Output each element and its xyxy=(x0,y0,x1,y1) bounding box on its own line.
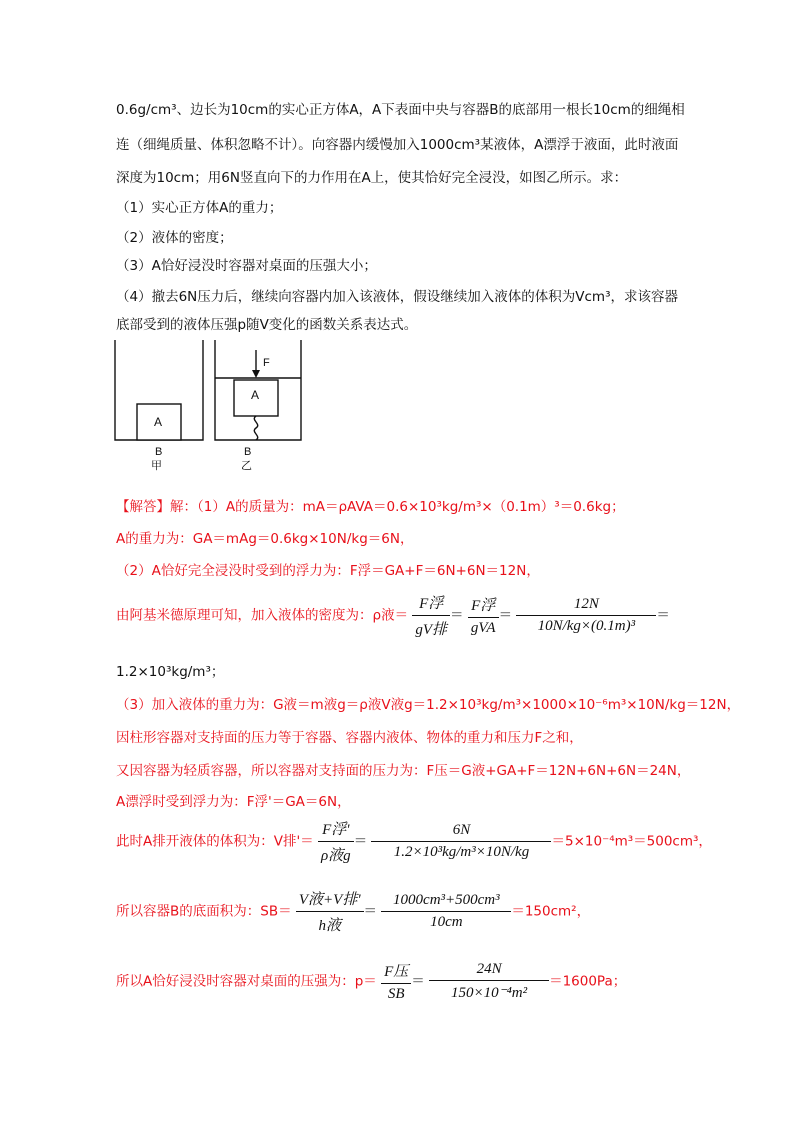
fraction-density-3: $\frac{12N}{\text{10N/kg×(0.1m)³}}$ xyxy=(516,596,656,635)
fraction-area-2: $\frac{\text{1000cm³+500cm³}}{10cm}$ xyxy=(381,892,511,931)
figure-containers xyxy=(105,336,315,476)
solution-step-4: 由阿基米德原理可知，加入液体的密度为：ρ液＝ $\frac{\text{F浮}}{\text{gV排}}$ ＝ $\frac{\text{F浮}}{\text{gVA}}$ ＝ $\frac{12N}{\text{10N/kg×(0.1m)³}}$ ＝ xyxy=(116,592,670,639)
solution-step-3: （2）A恰好完全浸没时受到的浮力为：F浮＝GA+F＝6N+6N＝12N， xyxy=(116,563,540,579)
block-a-right-label: A xyxy=(251,388,260,402)
fraction-area-1: $\frac{\text{V液+V排'}}{\text{h液}}$ xyxy=(296,888,364,935)
container-b-left-label: B xyxy=(155,446,163,458)
solution-tag: 【解答】 xyxy=(116,499,170,515)
fraction-volume-1: $\frac{\text{F浮'}}{\text{ρ液g}}$ xyxy=(318,818,354,865)
fraction-pressure-2: $\frac{24N}{\text{150×10⁻⁴m²}}$ xyxy=(429,961,549,1002)
problem-line-3: 深度为10cm；用6N竖直向下的力作用在A上，使其恰好完全浸没，如图乙所示。求： xyxy=(116,170,628,186)
solution-step-1: 【解答】解：（1）A的质量为：mA＝ρAVA＝0.6×10³kg/m³×（0.1m）³＝0.6kg； xyxy=(116,499,625,515)
block-a-left-label: A xyxy=(154,415,163,429)
solution-step-2: A的重力为：GA＝mAg＝0.6kg×10N/kg＝6N， xyxy=(116,531,414,547)
fraction-density-2: $\frac{\text{F浮}}{\text{gVA}}$ xyxy=(468,594,499,637)
solution-step-6: 因柱形容器对支持面的压力等于容器、容器内液体、物体的重力和压力F之和， xyxy=(116,730,583,746)
fraction-pressure-1: $\frac{\text{F压}}{SB}$ xyxy=(381,960,411,1003)
question-3: （3）A恰好浸没时容器对桌面的压强大小； xyxy=(116,258,377,274)
fraction-volume-2: $\frac{6N}{\text{1.2×10³kg/m³×10N/kg}}$ xyxy=(371,822,551,861)
question-1: （1）实心正方体A的重力； xyxy=(116,200,283,216)
force-label: F xyxy=(263,357,270,369)
problem-line-1: 0.6g/cm³、边长为10cm的实心正方体A，A下表面中央与容器B的底部用一根长10cm的细绳相 xyxy=(116,102,685,118)
solution-step-11: 所以A恰好浸没时容器对桌面的压强为：p＝ $\frac{\text{F压}}{SB}$ ＝ $\frac{24N}{\text{150×10⁻⁴m²}}$ ＝1600Pa； xyxy=(116,961,627,1002)
solution-step-5: （3）加入液体的重力为：G液＝m液g＝ρ液V液g＝1.2×10³kg/m³×1000×10⁻⁶m³×10N/kg＝12N， xyxy=(116,697,741,713)
solution-step-4-result: 1.2×10³kg/m³； xyxy=(116,664,225,680)
caption-jia: 甲 xyxy=(151,460,162,472)
question-4-cont: 底部受到的液体压强p随V变化的函数关系表达式。 xyxy=(116,317,418,333)
problem-line-2: 连（细绳质量、体积忽略不计）。向容器内缓慢加入1000cm³某液体，A漂浮于液面，此时液面 xyxy=(116,137,679,153)
solution-step-10: 所以容器B的底面积为：SB＝ $\frac{\text{V液+V排'}}{\text{h液}}$ ＝ $\frac{\text{1000cm³+500cm³}}{10cm}$ ＝150cm²， xyxy=(116,888,590,935)
question-2: （2）液体的密度； xyxy=(116,230,233,246)
solution-step-9: 此时A排开液体的体积为：V排'＝ $\frac{\text{F浮'}}{\text{ρ液g}}$ ＝ $\frac{6N}{\text{1.2×10³kg/m³×10N/kg}}$ ＝5×10⁻⁴m³＝500cm³， xyxy=(116,818,712,865)
caption-yi: 乙 xyxy=(241,460,252,472)
container-b-right-label: B xyxy=(244,446,252,458)
solution-step-8: A漂浮时受到浮力为：F浮'＝GA＝6N， xyxy=(116,794,351,810)
question-4: （4）撤去6N压力后，继续向容器内加入该液体，假设继续加入液体的体积为Vcm³，求该容器 xyxy=(116,289,678,305)
fraction-density-1: $\frac{\text{F浮}}{\text{gV排}}$ xyxy=(412,592,450,639)
solution-step-7: 又因容器为轻质容器，所以容器对支持面的压力为：F压＝G液+GA+F＝12N+6N+6N＝24N， xyxy=(116,763,691,779)
